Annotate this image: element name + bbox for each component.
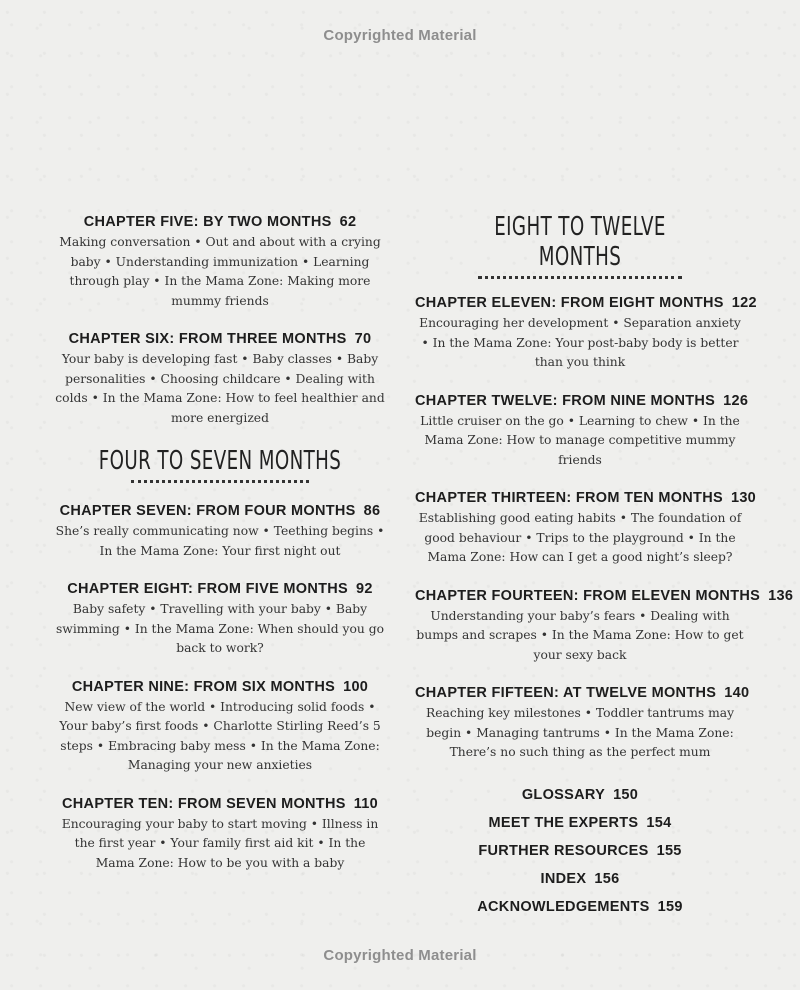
chapter-description: Little cruiser on the go • Learning to chew • In the Mama Zone: How to manage competitive mummy friends [420, 413, 740, 467]
chapter-page: 126 [723, 392, 749, 409]
chapter-description: Making conversation • Out and about with a crying baby • Understanding immunization • Learning through play • In the Mama Zone: Making more mummy friends [59, 235, 381, 308]
chapter-page: 86 [363, 503, 381, 519]
chapter-entry [415, 293, 757, 373]
chapter-title [55, 329, 385, 349]
back-matter-title: MEET THE EXPERTS [488, 814, 639, 831]
chapter-page: 130 [730, 490, 757, 506]
chapter-title-text: CHAPTER FOURTEEN: FROM ELEVEN MONTHS [415, 587, 761, 604]
chapter-page: 92 [356, 581, 373, 597]
copyright-footer: Copyrighted Material [323, 947, 477, 964]
chapter-entry [55, 501, 385, 561]
chapter-title-text: CHAPTER SEVEN: FROM FOUR MONTHS [59, 503, 356, 519]
back-matter-page: 155 [656, 842, 682, 859]
section-heading-block [415, 212, 745, 279]
chapter-page: 136 [768, 587, 794, 604]
chapter-page: 70 [354, 331, 372, 347]
back-matter-title: GLOSSARY [521, 786, 606, 803]
chapter-entry [415, 391, 749, 471]
back-matter-title: INDEX [540, 870, 587, 887]
back-matter-page: 159 [657, 898, 683, 915]
chapter-description: She’s really communicating now • Teething begins • In the Mama Zone: Your first night out [55, 524, 385, 558]
chapter-title-text: CHAPTER FIVE: BY TWO MONTHS [83, 214, 332, 230]
chapter-description: Encouraging your baby to start moving • Illness in the first year • Your family first aid kit • In the Mama Zone: How to be you with a baby [61, 816, 379, 870]
chapter-title [55, 501, 385, 521]
back-matter-page: 154 [646, 814, 672, 831]
right-column [415, 212, 794, 921]
chapter-entry [55, 212, 385, 311]
chapter-description: Baby safety • Travelling with your baby • Baby swimming • In the Mama Zone: When should you go back to work? [55, 602, 385, 655]
back-matter [415, 781, 745, 921]
chapter-entry [415, 683, 750, 763]
chapter-title-text: CHAPTER FIFTEEN: AT TWELVE MONTHS [415, 685, 717, 701]
left-column [55, 212, 385, 891]
chapter-entry [415, 488, 757, 568]
chapter-title [415, 293, 757, 313]
chapter-description: Your baby is developing fast • Baby classes • Baby personalities • Choosing childcare • Dealing with colds • In the Mama Zone: How to feel healthier and more energized [55, 352, 385, 425]
back-matter-page: 150 [613, 786, 639, 803]
back-matter-item [415, 893, 745, 921]
chapter-description: Establishing good eating habits • The foundation of good behaviour • Trips to the playground • In the Mama Zone: How can I get a good night’s sleep? [418, 511, 742, 564]
chapter-page: 122 [731, 295, 757, 311]
chapter-entry [55, 579, 385, 659]
chapter-title [55, 794, 385, 814]
chapter-entry [415, 586, 794, 666]
back-matter-title: FURTHER RESOURCES [478, 842, 649, 859]
back-matter-item [415, 809, 745, 837]
chapter-title [415, 488, 757, 508]
back-matter-item [415, 837, 745, 865]
chapter-description: Reaching key milestones • Toddler tantrums may begin • Managing tantrums • In the Mama Zone: There’s no such thing as the perfect mum [425, 706, 735, 759]
chapter-description: Understanding your baby’s fears • Dealing with bumps and scrapes • In the Mama Zone: How to get your sexy back [416, 608, 744, 662]
chapter-title [55, 677, 385, 697]
section-heading-block [55, 446, 385, 483]
chapter-page: 140 [724, 685, 750, 701]
chapter-title [415, 391, 749, 411]
back-matter-item [415, 865, 745, 893]
back-matter-title: ACKNOWLEDGEMENTS [477, 898, 650, 915]
chapter-title-text: CHAPTER ELEVEN: FROM EIGHT MONTHS [415, 295, 724, 311]
copyright-header: Copyrighted Material [323, 27, 477, 44]
chapter-entry [55, 329, 385, 428]
chapter-title-text: CHAPTER THIRTEEN: FROM TEN MONTHS [415, 490, 723, 506]
chapter-title [55, 579, 385, 599]
chapter-title-text: CHAPTER EIGHT: FROM FIVE MONTHS [67, 581, 349, 597]
back-matter-item [415, 781, 745, 809]
chapter-entry [55, 794, 385, 874]
dotted-divider [478, 276, 682, 279]
section-heading: EIGHT TO TWELVE MONTHS [494, 212, 666, 272]
chapter-page: 100 [343, 678, 369, 695]
chapter-page: 62 [339, 214, 357, 230]
dotted-divider [131, 480, 309, 483]
chapter-description: Encouraging her development • Separation anxiety • In the Mama Zone: Your post-baby body is better than you think [419, 316, 741, 369]
chapter-title-text: CHAPTER TWELVE: FROM NINE MONTHS [415, 392, 716, 409]
back-matter-page: 156 [594, 870, 620, 887]
section-heading: FOUR TO SEVEN MONTHS [98, 446, 342, 476]
chapter-title-text: CHAPTER SIX: FROM THREE MONTHS [68, 331, 347, 347]
chapter-title-text: CHAPTER NINE: FROM SIX MONTHS [71, 678, 336, 695]
chapter-title [415, 586, 794, 606]
chapter-entry [55, 677, 385, 776]
chapter-description: New view of the world • Introducing solid foods • Your baby’s first foods • Charlotte Stirling Reed’s 5 steps • Embracing baby mess • In the Mama Zone: Managing your new anxieties [59, 699, 381, 772]
chapter-title [415, 683, 750, 703]
chapter-title-text: CHAPTER TEN: FROM SEVEN MONTHS [62, 795, 346, 812]
chapter-page: 110 [353, 795, 378, 812]
chapter-title [55, 212, 385, 232]
